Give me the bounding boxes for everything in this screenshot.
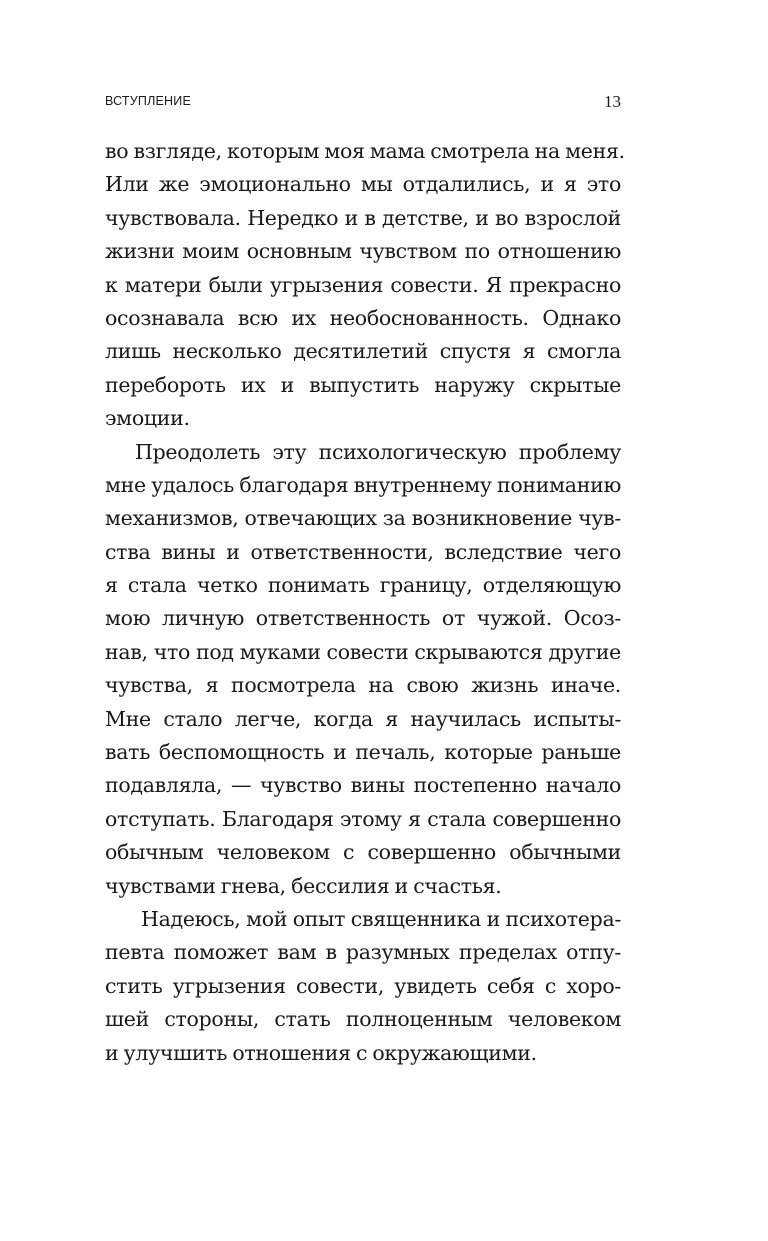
text-line: вать беспомощность и печаль, которые раньше <box>105 740 621 765</box>
text-line: нав, что под муками совести скрываются другие <box>105 639 621 664</box>
text-line: во взгляде, которым моя мама смотрела на меня. <box>105 139 625 163</box>
running-head <box>105 92 621 116</box>
text-line: осознавала всю их необоснованность. Однако <box>105 305 621 330</box>
text-line: перебороть их и выпустить наружу скрытые <box>105 372 621 397</box>
page-number: 13 <box>604 92 621 111</box>
text-line: чувствами гнева, бессилия и счастья. <box>105 873 502 898</box>
text-line: отступать. Благодаря этому я стала совершенно <box>105 806 621 831</box>
paragraph-1 <box>105 135 625 436</box>
paragraph-2 <box>105 436 621 903</box>
text-line: обычным человеком с совершенно обычными <box>105 840 621 865</box>
text-line: я стала четко понимать границу, отделяющую <box>105 573 621 598</box>
text-line: Преодолеть эту психологическую проблему <box>135 439 621 464</box>
text-line: ства вины и ответственности, вследствие чего <box>105 539 621 564</box>
text-line: стить угрызения совести, увидеть себя с хоро- <box>105 973 621 998</box>
text-line: механизмов, отвечающих за возникновение чув- <box>105 506 621 531</box>
text-line: мою личную ответственность от чужой. Осоз- <box>105 606 621 631</box>
paragraph-3 <box>105 903 621 1070</box>
text-line: эмоции. <box>105 406 190 431</box>
text-line: шей стороны, стать полноценным человеком <box>105 1007 621 1032</box>
running-title: ВСТУПЛЕНИЕ <box>105 94 191 108</box>
text-line: к матери были угрызения совести. Я прекрасно <box>105 272 621 297</box>
text-line: подавляла, — чувство вины постепенно начало <box>105 773 621 798</box>
text-line: чувства, я посмотрела на свою жизнь иначе. <box>105 673 621 698</box>
text-line: мне удалось благодаря внутреннему пониманию <box>105 472 621 497</box>
body-text <box>105 135 625 1070</box>
text-line: жизни моим основным чувством по отношению <box>105 239 621 264</box>
text-line: чувствовала. Нередко и в детстве, и во взрослой <box>105 205 621 230</box>
text-line: певта поможет вам в разумных пределах отпу- <box>105 940 621 965</box>
text-line: Или же эмоционально мы отдалились, и я это <box>105 172 621 197</box>
text-line: лишь несколько десятилетий спустя я смогла <box>105 339 621 364</box>
text-line: Надеюсь, мой опыт священника и психотера- <box>141 906 621 931</box>
text-line: Мне стало легче, когда я научилась испыты- <box>105 706 621 731</box>
text-line: и улучшить отношения с окружающими. <box>105 1040 537 1065</box>
